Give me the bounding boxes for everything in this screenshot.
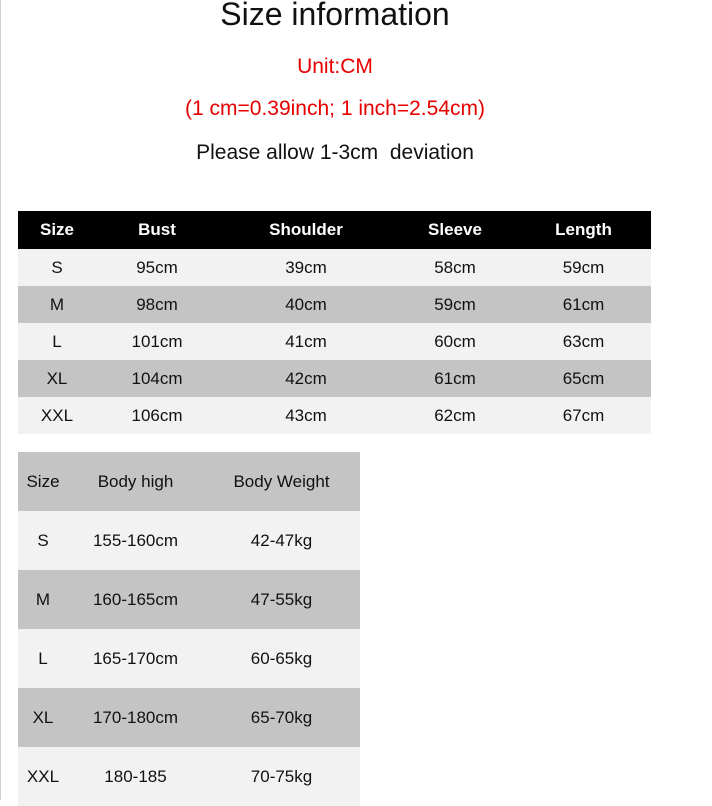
cell-bust: 101cm <box>131 331 183 351</box>
page-title: Size information <box>220 0 450 32</box>
cell-body-high: 160-165cm <box>92 589 179 609</box>
cell-body-weight: 70-75kg <box>250 766 313 786</box>
header-size: Size <box>26 471 60 491</box>
cell-body-weight: 42-47kg <box>250 530 313 550</box>
cell-body-high: 155-160cm <box>92 530 179 550</box>
cell-size: S <box>37 530 49 550</box>
header-sleeve: Sleeve <box>428 220 482 239</box>
cell-size: XL <box>46 368 68 388</box>
cell-size: XL <box>32 707 54 727</box>
body-size-table <box>18 452 360 806</box>
table-row <box>18 747 360 806</box>
header-length: Length <box>555 220 612 239</box>
table-row <box>18 286 651 323</box>
measurements-table <box>18 211 651 434</box>
cell-sleeve: 60cm <box>434 331 476 351</box>
cell-size: XXL <box>26 766 60 786</box>
cell-bust: 104cm <box>131 368 183 388</box>
deviation-note: Please allow 1-3cm deviation <box>196 141 474 164</box>
table-row <box>18 323 651 360</box>
cell-body-high: 180-185 <box>104 766 167 786</box>
cell-shoulder: 43cm <box>285 405 327 425</box>
table-row <box>18 570 360 629</box>
cell-size: M <box>35 589 51 609</box>
table-row <box>18 688 360 747</box>
cell-size: XXL <box>40 405 74 425</box>
cell-length: 59cm <box>562 257 605 277</box>
cell-size: L <box>38 648 48 668</box>
header-body-high: Body high <box>97 471 174 491</box>
table-row <box>18 397 651 434</box>
cell-length: 61cm <box>562 294 605 314</box>
cell-body-weight: 65-70kg <box>250 707 313 727</box>
cell-length: 63cm <box>562 331 605 351</box>
cell-shoulder: 39cm <box>285 257 327 277</box>
conversion-note: (1 cm=0.39inch; 1 inch=2.54cm) <box>185 97 485 120</box>
cell-sleeve: 59cm <box>434 294 476 314</box>
header-body-weight: Body Weight <box>233 471 330 491</box>
body-header-row <box>18 452 360 511</box>
cell-size: M <box>49 294 65 314</box>
table-row <box>18 249 651 286</box>
cell-length: 65cm <box>562 368 605 388</box>
cell-shoulder: 42cm <box>285 368 327 388</box>
cell-bust: 98cm <box>136 294 178 314</box>
cell-shoulder: 40cm <box>285 294 327 314</box>
header-shoulder: Shoulder <box>269 220 343 239</box>
cell-shoulder: 41cm <box>285 331 327 351</box>
cell-body-high: 165-170cm <box>92 648 179 668</box>
cell-sleeve: 58cm <box>434 257 476 277</box>
table-row <box>18 360 651 397</box>
cell-body-weight: 47-55kg <box>250 589 313 609</box>
cell-body-weight: 60-65kg <box>250 648 313 668</box>
header-bust: Bust <box>138 220 176 239</box>
table-row <box>18 511 360 570</box>
unit-note: Unit:CM <box>297 55 373 78</box>
cell-sleeve: 62cm <box>434 405 476 425</box>
cell-length: 67cm <box>562 405 605 425</box>
cell-bust: 106cm <box>131 405 183 425</box>
cell-bust: 95cm <box>136 257 178 277</box>
cell-size: S <box>51 257 63 277</box>
cell-sleeve: 61cm <box>434 368 476 388</box>
table-row <box>18 629 360 688</box>
header-size: Size <box>39 220 75 239</box>
measurements-header-row <box>18 211 651 249</box>
cell-size: L <box>52 331 62 351</box>
cell-body-high: 170-180cm <box>92 707 179 727</box>
